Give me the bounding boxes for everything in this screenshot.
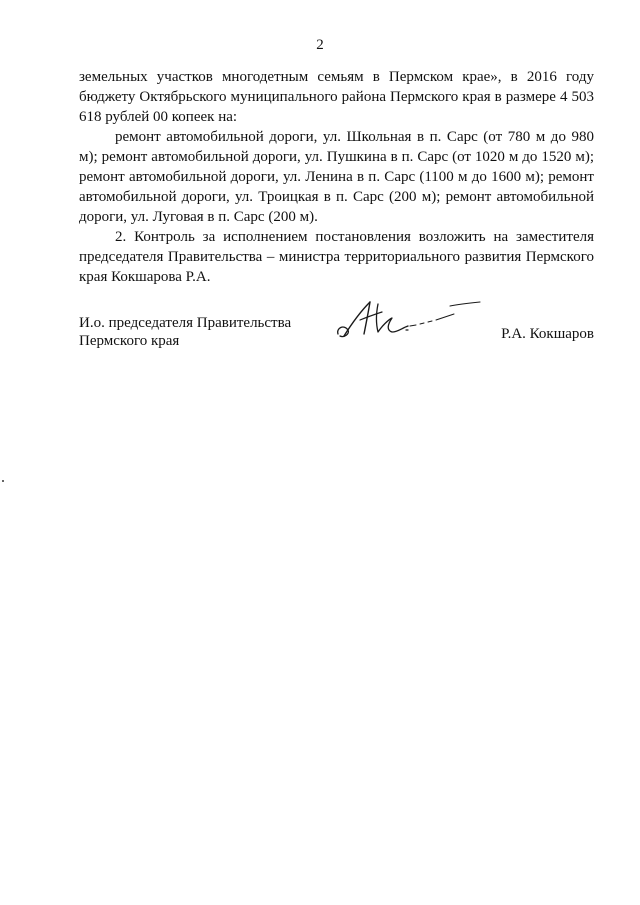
paragraph-continuation: земельных участков многодетным семьям в Пермском крае», в 2016 году бюджету Октябрьского муниципального района Пермского края в размере 4 503 618 рублей 00 копеек на:: [79, 69, 594, 125]
margin-dot: [2, 480, 4, 482]
page-number: 2: [316, 37, 324, 53]
document-body: [79, 67, 594, 287]
signatory-position-line-2: Пермского края: [79, 333, 180, 349]
paragraph-road-repairs: ремонт автомобильной дороги, ул. Школьная в п. Сарс (от 780 м до 980 м); ремонт автомобильной дороги, ул. Пушкина в п. Сарс (от 1020 м до 1520 м); ремонт автомобильной дороги, ул. Ленина в п. Сарс (1100 м до 1600 м); ремонт автомобильной дороги, ул. Троицкая в п. Сарс (200 м); ремонт автомобильной дороги, ул. Луговая в п. Сарс (200 м).: [79, 129, 594, 225]
paragraph-control: 2. Контроль за исполнением постановления возложить на заместителя председателя Правительства – министра территориального развития Пермского края Кокшарова Р.А.: [79, 229, 594, 285]
handwritten-signature: [330, 290, 490, 350]
signatory-position-line-1: И.о. председателя Правительства: [79, 315, 292, 331]
signer-name: Р.А. Кокшаров: [501, 326, 594, 342]
signatory-position: [79, 314, 291, 350]
